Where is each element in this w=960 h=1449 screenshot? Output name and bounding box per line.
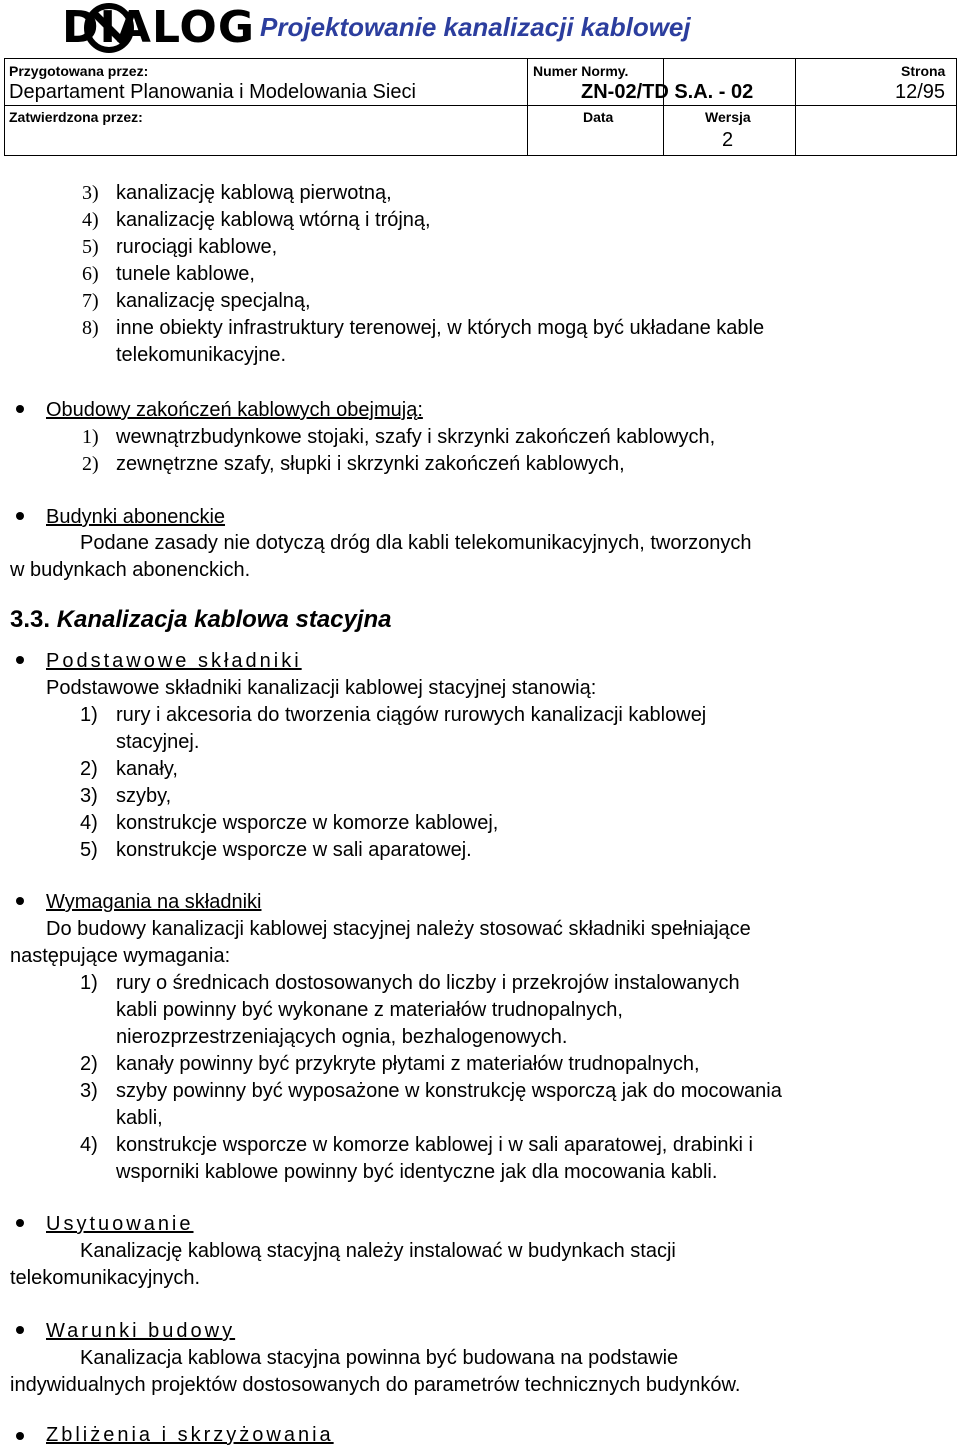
logo-text: DIALOG	[62, 2, 255, 53]
warunki-text: Kanalizacja kablowa stacyjna powinna być budowana na podstawie	[80, 1347, 679, 1369]
section-number: 3.3.	[10, 606, 51, 633]
list-item: wewnątrzbudynkowe stojaki, szafy i skrzynki zakończeń kablowych,	[116, 426, 716, 448]
list-item: konstrukcje wsporcze w komorze kablowej,	[116, 812, 499, 834]
usytuowanie-heading: Usytuowanie	[46, 1213, 194, 1235]
list-item-continuation: kabli powinny być wykonane z materiałów trudnopalnych,	[116, 999, 623, 1021]
list-item: szyby powinny być wyposażone w konstrukcję wsporczą jak do mocowania	[116, 1080, 782, 1102]
list-item-continuation: nierozprzestrzeniających ognia, bezhalogenowych.	[116, 1026, 568, 1048]
bullet-icon	[16, 1219, 24, 1227]
document-title: Projektowanie kanalizacji kablowej	[260, 12, 691, 42]
bullet-icon	[16, 405, 24, 413]
list-number: 1)	[82, 426, 99, 448]
page-label: Strona	[901, 63, 946, 79]
budynki-text: w budynkach abonenckich.	[10, 559, 251, 581]
usytuowanie-text: telekomunikacyjnych.	[10, 1267, 201, 1289]
list-number: 6)	[82, 263, 99, 285]
list-item: konstrukcje wsporcze w komorze kablowej i w sali aparatowej, drabinki i	[116, 1134, 753, 1156]
header-table	[4, 58, 957, 156]
wymagania-intro: następujące wymagania:	[10, 945, 231, 967]
obudowy-heading: Obudowy zakończeń kablowych obejmują:	[46, 399, 423, 421]
usytuowanie-text: Kanalizację kablową stacyjną należy instalować w budynkach stacji	[80, 1240, 676, 1262]
list-number: 1)	[80, 704, 98, 726]
list-number: 4)	[80, 1134, 98, 1156]
list-number: 3)	[82, 182, 99, 204]
approved-label: Zatwierdzona przez:	[9, 109, 143, 125]
bullet-icon	[16, 1432, 24, 1440]
podstawowe-heading: Podstawowe składniki	[46, 650, 302, 672]
list-number: 2)	[80, 1053, 98, 1075]
list-item-continuation: stacyjnej.	[116, 731, 200, 753]
list-number: 8)	[82, 317, 99, 339]
list-item-continuation: telekomunikacyjne.	[116, 344, 287, 366]
prepared-by-value: Departament Planowania i Modelowania Sieci	[9, 81, 416, 103]
list-item: konstrukcje wsporcze w sali aparatowej.	[116, 839, 472, 861]
list-number: 4)	[82, 209, 99, 231]
list-number: 2)	[82, 453, 99, 475]
list-item: rury i akcesoria do tworzenia ciągów rurowych kanalizacji kablowej	[116, 704, 707, 726]
list-item: kanalizację specjalną,	[116, 290, 311, 312]
list-number: 2)	[80, 758, 98, 780]
list-item-continuation: wsporniki kablowe powinny być identyczne jak dla mocowania kabli.	[116, 1161, 718, 1183]
list-number: 4)	[80, 812, 98, 834]
date-label: Data	[583, 109, 614, 125]
list-item: szyby,	[116, 785, 172, 807]
bullet-icon	[16, 512, 24, 520]
version-label: Wersja	[705, 109, 751, 125]
page-value: 12/95	[895, 81, 946, 103]
warunki-heading: Warunki budowy	[46, 1320, 236, 1342]
list-item: inne obiekty infrastruktury terenowej, w których mogą być układane kable	[116, 317, 765, 339]
list-item: rurociągi kablowe,	[116, 236, 278, 258]
list-item: rury o średnicach dostosowanych do liczby i przekrojów instalowanych	[116, 972, 740, 994]
version-value: 2	[722, 129, 734, 151]
bullet-icon	[16, 1326, 24, 1334]
list-number: 5)	[82, 236, 99, 258]
bullet-icon	[16, 897, 24, 905]
list-item: kanały powinny być przykryte płytami z materiałów trudnopalnych,	[116, 1053, 700, 1075]
list-item-continuation: kabli,	[116, 1107, 163, 1129]
section-heading	[10, 606, 392, 634]
list-number: 1)	[80, 972, 98, 994]
list-number: 5)	[80, 839, 98, 861]
warunki-text: indywidualnych projektów dostosowanych do parametrów technicznych budynków.	[10, 1374, 741, 1396]
wymagania-heading: Wymagania na składniki	[46, 891, 262, 913]
norm-label: Numer Normy.	[533, 63, 629, 79]
list-item: kanalizację kablową pierwotną,	[116, 182, 392, 204]
prepared-by-label: Przygotowana przez:	[9, 63, 149, 79]
budynki-text: Podane zasady nie dotyczą dróg dla kabli telekomunikacyjnych, tworzonych	[80, 532, 752, 554]
list-number: 7)	[82, 290, 99, 312]
budynki-heading: Budynki abonenckie	[46, 506, 226, 528]
bullet-icon	[16, 656, 24, 664]
zblizenia-heading: Zbliżenia i skrzyżowania	[46, 1424, 334, 1446]
list-item: kanalizację kablową wtórną i trójną,	[116, 209, 431, 231]
norm-value: ZN-02/TD S.A. - 02	[581, 81, 754, 103]
list-item: tunele kablowe,	[116, 263, 255, 285]
list-item: kanały,	[116, 758, 178, 780]
section-title: Kanalizacja kablowa stacyjna	[56, 606, 392, 633]
list-number: 3)	[80, 785, 98, 807]
wymagania-intro: Do budowy kanalizacji kablowej stacyjnej należy stosować składniki spełniające	[46, 918, 751, 940]
list-number: 3)	[80, 1080, 98, 1102]
list-item: zewnętrzne szafy, słupki i skrzynki zakończeń kablowych,	[116, 453, 625, 475]
podstawowe-intro: Podstawowe składniki kanalizacji kablowej stacyjnej stanowią:	[46, 677, 597, 699]
